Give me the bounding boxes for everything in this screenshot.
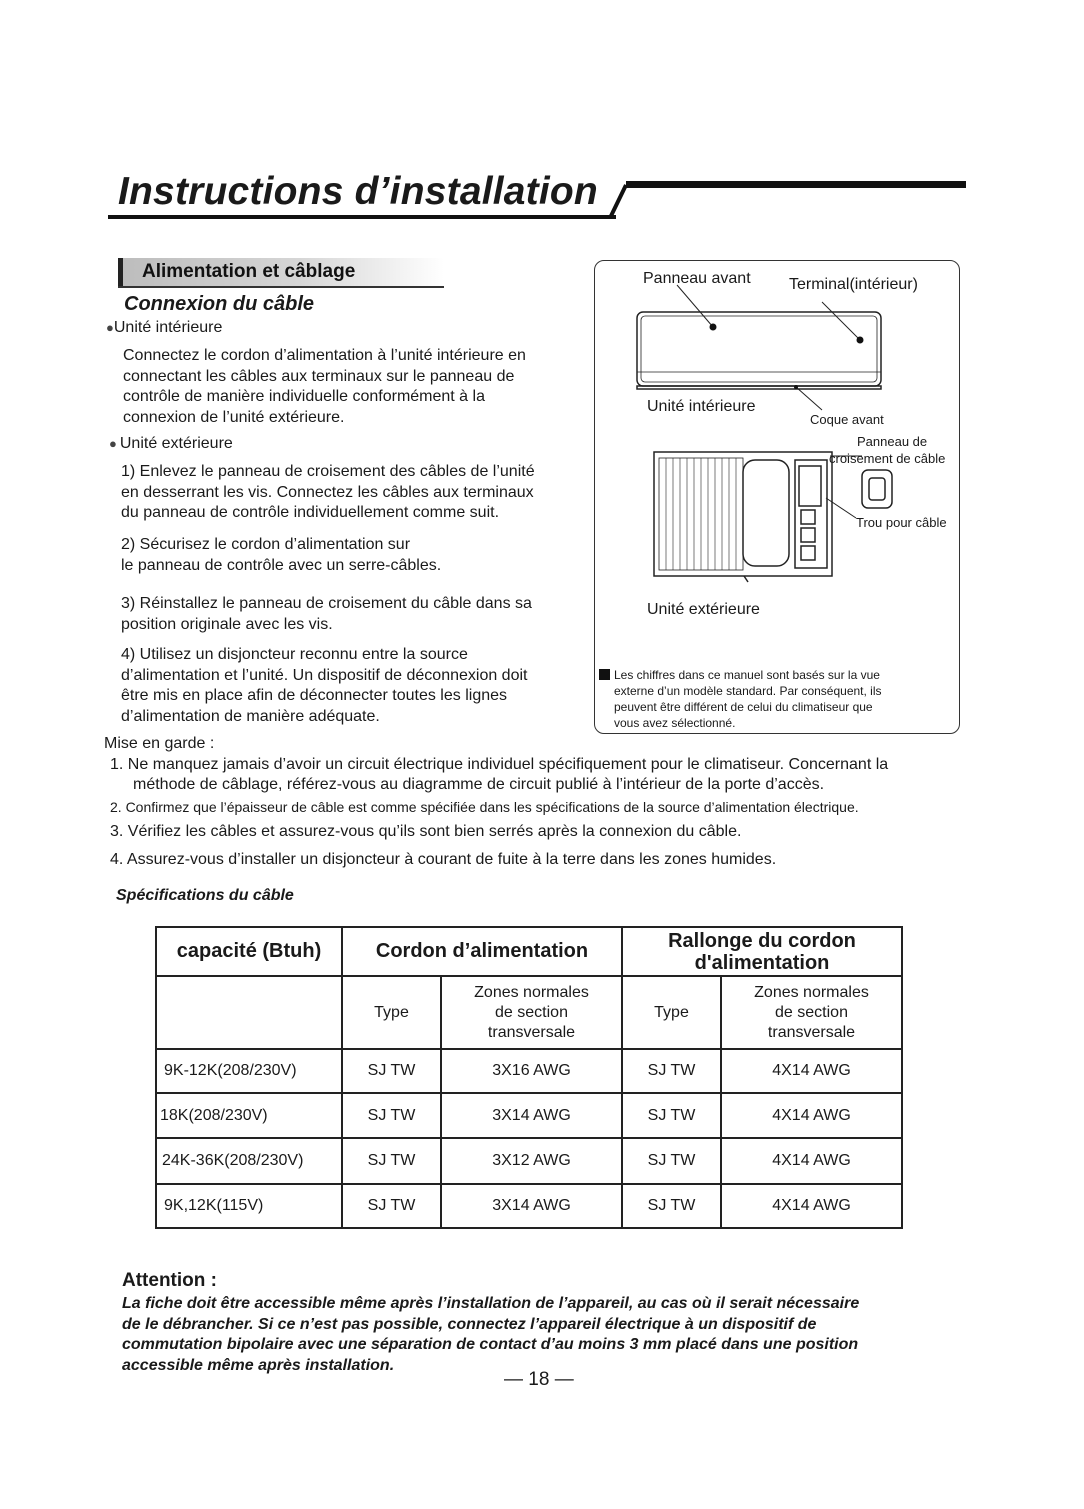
cell-gauge: 4X14 AWG bbox=[721, 1138, 902, 1184]
indoor-bullet: ●Unité intérieure bbox=[106, 319, 223, 336]
subheader-zones: Zones normales de section transversale bbox=[441, 976, 622, 1049]
label-front-panel: Panneau avant bbox=[643, 270, 751, 287]
warning-item-1b: méthode de câblage, référez-vous au diagramme de circuit publié à l’intérieur de la porte d’accès. bbox=[133, 776, 825, 793]
cell-type: SJ TW bbox=[342, 1093, 441, 1138]
cell-capacity: 9K-12K(208/230V) bbox=[156, 1049, 342, 1093]
cell-gauge: 4X14 AWG bbox=[721, 1093, 902, 1138]
title-underline bbox=[108, 215, 616, 219]
outdoor-step-3: 3) Réinstallez le panneau de croisement du câble dans sa position originale avec les vis. bbox=[121, 595, 532, 633]
label-cable-panel-2: croisement de câble bbox=[829, 451, 946, 466]
table-header-row bbox=[156, 927, 902, 976]
table-row bbox=[156, 1093, 902, 1138]
warning-item-1a: 1. Ne manquez jamais d’avoir un circuit électrique individuel spécifiquement pour le climatiseur. Concernant la bbox=[110, 756, 889, 773]
cell-gauge: 3X14 AWG bbox=[441, 1184, 622, 1228]
indoor-line: connexion de l’unité extérieure. bbox=[123, 408, 345, 426]
attention-heading: Attention : bbox=[122, 1270, 217, 1291]
page-title: Instructions d’installation bbox=[118, 170, 598, 213]
table-row bbox=[156, 1138, 902, 1184]
header-capacity: capacité (Btuh) bbox=[156, 927, 342, 976]
cell-type: SJ TW bbox=[342, 1138, 441, 1184]
subheader-zones: Zones normales de section transversale bbox=[721, 976, 902, 1049]
cell-type: SJ TW bbox=[622, 1184, 721, 1228]
table-row bbox=[156, 1049, 902, 1093]
outdoor-step-1: 1) Enlevez le panneau de croisement des câbles de l’unité en desserrant les vis. Connectez les câbles aux terminaux du panneau de contrôle individuellement comme suit. bbox=[121, 463, 535, 521]
indoor-line: contrôle de manière individuelle conformément à la bbox=[123, 388, 485, 405]
cell-gauge: 3X16 AWG bbox=[441, 1049, 622, 1093]
label-indoor-unit: Unité intérieure bbox=[647, 398, 756, 415]
bullet-icon: ● bbox=[109, 436, 117, 451]
subheader-type: Type bbox=[622, 976, 721, 1049]
cell-type: SJ TW bbox=[622, 1049, 721, 1093]
label-front-shell: Coque avant bbox=[810, 412, 884, 427]
cell-gauge: 4X14 AWG bbox=[721, 1049, 902, 1093]
page-number: — 18 — bbox=[504, 1369, 574, 1390]
table-cell bbox=[156, 976, 342, 1049]
section-header bbox=[118, 258, 444, 288]
cell-gauge: 4X14 AWG bbox=[721, 1184, 902, 1228]
cell-gauge: 3X14 AWG bbox=[441, 1093, 622, 1138]
indoor-paragraph bbox=[123, 346, 526, 428]
title-bar bbox=[626, 181, 966, 188]
bullet-icon: ● bbox=[106, 320, 114, 335]
cell-type: SJ TW bbox=[622, 1138, 721, 1184]
attention-body: La fiche doit être accessible même après l’installation de l’appareil, au cas où il serait nécessaire de le débrancher. Si ce n’est pas possible, connectez l’appareil électrique à un dispositif de commutation bipolaire avec une séparation de contact d’au moins 3 mm placé dans une position accessible même après installation. bbox=[122, 1295, 860, 1374]
cell-gauge: 3X12 AWG bbox=[441, 1138, 622, 1184]
cell-capacity: 18K(208/230V) bbox=[156, 1093, 342, 1138]
indoor-unit-drawing bbox=[637, 285, 881, 518]
cell-capacity: 24K-36K(208/230V) bbox=[156, 1138, 342, 1184]
cable-spec-table bbox=[155, 926, 903, 1229]
warning-item-2: 2. Confirmez que l’épaisseur de câble est comme spécifiée dans les spécifications de la source d’alimentation électrique. bbox=[110, 799, 859, 815]
section-header-label: Alimentation et câblage bbox=[142, 261, 356, 282]
label-terminal-indoor: Terminal(intérieur) bbox=[789, 276, 918, 293]
note-marker-icon bbox=[599, 669, 610, 680]
cell-type: SJ TW bbox=[622, 1093, 721, 1138]
subheader-type: Type bbox=[342, 976, 441, 1049]
outdoor-step-4: 4) Utilisez un disjoncteur reconnu entre la source d’alimentation et l’unité. Un dispositif de déconnexion doit être mis en place afin de déconnecter toutes les lignes d’alimentation de manière adéquate. bbox=[121, 646, 528, 725]
table-subheader-row bbox=[156, 976, 902, 1049]
subheading: Connexion du câble bbox=[124, 293, 315, 315]
label-cable-hole: Trou pour câble bbox=[856, 515, 947, 530]
outdoor-unit-drawing bbox=[654, 452, 892, 582]
cell-type: SJ TW bbox=[342, 1049, 441, 1093]
indoor-line: connectant les câbles aux terminaux sur le panneau de bbox=[123, 367, 515, 385]
outdoor-bullet: ● Unité extérieure bbox=[109, 435, 233, 452]
label-cable-panel-1: Panneau de bbox=[857, 434, 928, 449]
spec-title: Spécifications du câble bbox=[116, 887, 294, 904]
indoor-line: Connectez le cordon d’alimentation à l’unité intérieure en bbox=[123, 347, 526, 364]
cell-type: SJ TW bbox=[342, 1184, 441, 1228]
warning-heading: Mise en garde : bbox=[104, 735, 215, 752]
label-outdoor-unit: Unité extérieure bbox=[647, 601, 760, 618]
title-slant-divider bbox=[596, 183, 628, 219]
header-power-cord: Cordon d’alimentation bbox=[342, 927, 622, 976]
warning-item-4: 4. Assurez-vous d’installer un disjoncteur à courant de fuite à la terre dans les zones humides. bbox=[110, 851, 777, 868]
diagram-note: Les chiffres dans ce manuel sont basés sur la vue externe d’un modèle standard. Par conséquent, ils peuvent être différent de celui du climatiseur que vous avez sélectionné. bbox=[599, 667, 955, 731]
header-extension: Rallonge du cordon d'alimentation bbox=[622, 927, 902, 976]
outdoor-step-2: 2) Sécurisez le cordon d’alimentation sur le panneau de contrôle avec un serre-câbles. bbox=[121, 536, 442, 574]
table-row bbox=[156, 1184, 902, 1228]
cell-capacity: 9K,12K(115V) bbox=[156, 1184, 342, 1228]
warning-item-3: 3. Vérifiez les câbles et assurez-vous qu’ils sont bien serrés après la connexion du câble. bbox=[110, 823, 742, 840]
unit-illustration bbox=[594, 260, 960, 600]
